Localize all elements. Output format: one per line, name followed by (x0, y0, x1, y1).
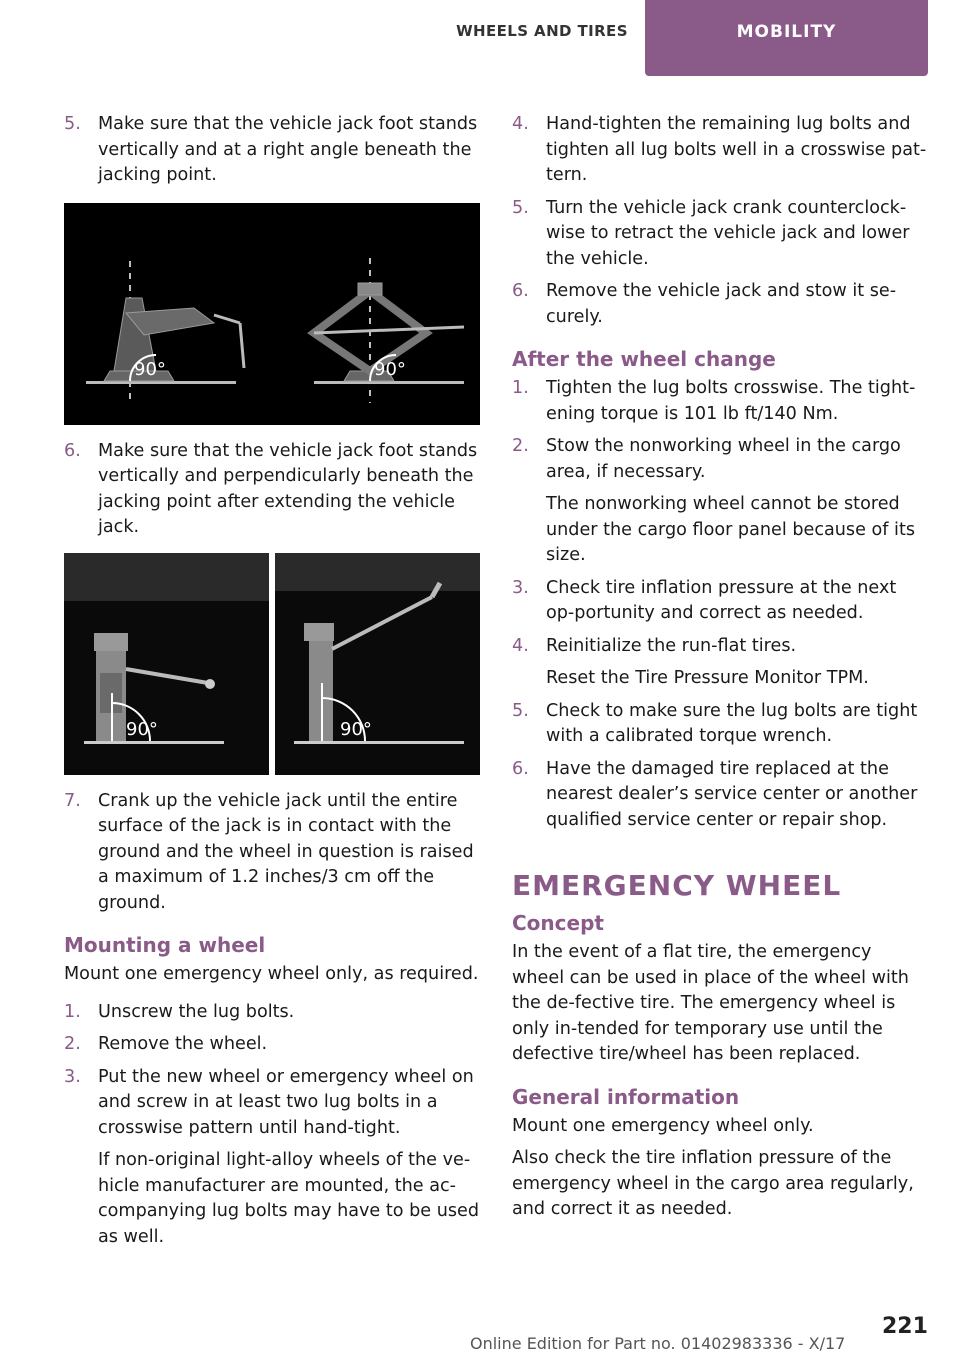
edition-footer: Online Edition for Part no. 01402983336 - X/17 (470, 1334, 846, 1353)
step-item (512, 376, 928, 427)
jack-position-illustration (64, 203, 480, 425)
step-number: 7. (64, 790, 81, 811)
mounting-intro: Mount one emergency wheel only, as required. (64, 964, 479, 984)
step-text: Hand-tighten the remaining lug bolts and tighten all lug bolts well in a crosswise pat‐tern. (546, 114, 927, 185)
step-number: 1. (512, 378, 529, 398)
general-info-heading: General information (512, 1084, 740, 1109)
step-number: 6. (512, 281, 529, 301)
step-text: Check tire inflation pressure at the next op‐portunity and correct as needed. (546, 577, 897, 623)
step-text: Check to make sure the lug bolts are tight with a calibrated torque wrench. (546, 700, 918, 746)
step-item (64, 112, 480, 189)
step-item (512, 634, 928, 692)
chapter-tab (645, 0, 928, 76)
step-item (64, 1065, 480, 1251)
step-item (512, 112, 928, 189)
step-text: Make sure that the vehicle jack foot stands vertically and at a right angle beneath the jacking point. (98, 114, 478, 185)
step-number: 6. (512, 758, 529, 779)
step-note: The nonworking wheel cannot be stored under the cargo floor panel because of its size. (546, 494, 916, 565)
right-column (512, 112, 928, 1230)
step-text: Remove the wheel. (98, 1034, 268, 1054)
step-text: Put the new wheel or emergency wheel on and screw in at least two lug bolts in a crosswise pattern until hand-tight. (98, 1066, 474, 1138)
emergency-wheel-heading: EMERGENCY WHEEL (512, 869, 842, 902)
step-item (512, 699, 928, 750)
jack-extended-diagram (64, 553, 480, 775)
step-item (512, 434, 928, 569)
concept-text: In the event of a flat tire, the emergency wheel can be used in place of the wheel with the de‐fective tire. The emergency wheel is only in‐tended for temporary use until the defective tire/wheel has been replaced. (512, 942, 909, 1064)
step-item (512, 279, 928, 330)
step-number: 1. (64, 1001, 81, 1022)
step-text: Reinitialize the run-flat tires. (546, 635, 797, 656)
jack-diagram (64, 203, 480, 425)
step-item (64, 789, 480, 917)
step-number: 3. (64, 1066, 81, 1087)
left-column (64, 112, 480, 1257)
step-item (512, 196, 928, 273)
step-number: 5. (512, 197, 529, 218)
step-number: 2. (64, 1034, 81, 1054)
general-text-1: Mount one emergency wheel only. (512, 1115, 814, 1136)
step-text: Crank up the vehicle jack until the entire surface of the jack is in contact with the ground and the wheel in question is raised a maximum of 1.2 inches/3 cm off the ground. (98, 790, 474, 913)
angle-label: 90° (126, 718, 158, 740)
step-number: 6. (64, 440, 81, 461)
mounting-heading: Mounting a wheel (64, 933, 266, 957)
concept-heading: Concept (512, 911, 604, 935)
step-number: 2. (512, 436, 529, 456)
step-number: 5. (64, 114, 81, 134)
step-number: 4. (512, 114, 529, 134)
angle-label: 90° (134, 358, 166, 380)
chapter-title: MOBILITY (736, 22, 837, 42)
step-item (64, 1032, 480, 1058)
step-text: Remove the vehicle jack and stow it se‐curely. (546, 281, 897, 327)
step-number: 5. (512, 700, 529, 721)
step-text: Tighten the lug bolts crosswise. The tight‐ening torque is 101 lb ft/140 Nm. (546, 378, 916, 424)
general-text-2: Also check the tire inflation pressure of the emergency wheel in the cargo area regularly, and correct it as needed. (512, 1148, 914, 1219)
step-item (64, 1000, 480, 1026)
after-change-heading: After the wheel change (512, 347, 776, 371)
step-text: Have the damaged tire replaced at the nearest dealer’s service center or another qualified service center or repair shop. (546, 758, 918, 830)
step-number: 3. (512, 577, 529, 598)
step-note: If non-original light-alloy wheels of the ve‐hicle manufacturer are mounted, the ac‐companying lug bolts may have to be used as well. (98, 1150, 479, 1247)
page-number: 221 (882, 1314, 928, 1339)
step-item (512, 757, 928, 834)
jack-extended-illustration (64, 553, 480, 775)
angle-label: 90° (340, 718, 372, 740)
step-text: Stow the nonworking wheel in the cargo area, if necessary. (546, 436, 901, 482)
step-item (512, 576, 928, 627)
step-text: Turn the vehicle jack crank counterclock‐wise to retract the vehicle jack and lower the vehicle. (546, 197, 910, 269)
step-number: 4. (512, 635, 529, 656)
angle-label: 90° (374, 358, 406, 380)
step-item (64, 439, 480, 541)
section-title: WHEELS AND TIRES (456, 22, 628, 40)
step-text: Make sure that the vehicle jack foot stands vertically and perpendicularly beneath the jacking point after extending the vehicle jack. (98, 440, 478, 537)
step-text: Unscrew the lug bolts. (98, 1001, 295, 1022)
step-note: Reset the Tire Pressure Monitor TPM. (546, 668, 869, 688)
